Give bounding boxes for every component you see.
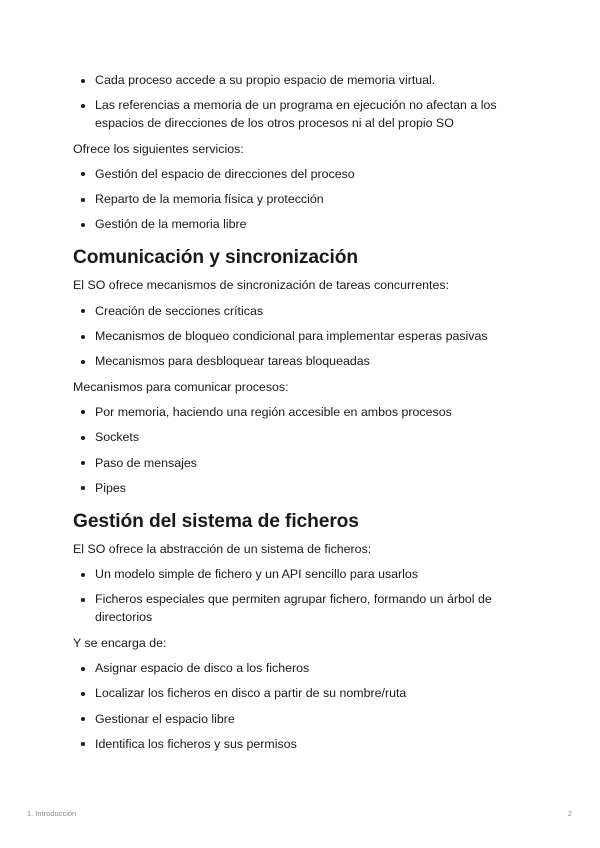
services-list <box>73 165 528 234</box>
list-item: Por memoria, haciendo una región accesible en ambos procesos <box>73 403 528 421</box>
list-item: Gestionar el espacio libre <box>73 710 528 728</box>
footer-chapter: 1. Introducción <box>27 809 77 818</box>
list-item: Gestión de la memoria libre <box>73 215 528 233</box>
list-item: Localizar los ficheros en disco a partir de su nombre/ruta <box>73 684 528 702</box>
list-item: Mecanismos de bloqueo condicional para implementar esperas pasivas <box>73 327 528 345</box>
fs-section-title: Gestión del sistema de ficheros <box>73 510 359 532</box>
comm-list <box>73 403 528 497</box>
list-item: Gestión del espacio de direcciones del proceso <box>73 165 528 183</box>
footer-page-number: 2 <box>567 809 572 818</box>
list-item: Ficheros especiales que permiten agrupar fichero, formando un árbol de directorios <box>73 590 528 626</box>
sync-list <box>73 302 528 371</box>
list-item: Identifica los ficheros y sus permisos <box>73 735 528 753</box>
list-item: Un modelo simple de fichero y un API sencillo para usarlos <box>73 565 528 583</box>
list-item: Las referencias a memoria de un programa en ejecución no afectan a los espacios de direcciones de los otros procesos ni al del propio SO <box>73 96 528 132</box>
fs-intro: El SO ofrece la abstracción de un sistema de ficheros: <box>73 541 372 556</box>
list-item: Mecanismos para desbloquear tareas bloqueadas <box>73 352 528 370</box>
list-item: Sockets <box>73 428 528 446</box>
list-item: Cada proceso accede a su propio espacio de memoria virtual. <box>73 71 528 89</box>
services-intro: Ofrece los siguientes servicios: <box>73 141 244 156</box>
list-item: Paso de mensajes <box>73 454 528 472</box>
sync-section-title: Comunicación y sincronización <box>73 247 358 269</box>
list-item: Pipes <box>73 479 528 497</box>
list-item: Reparto de la memoria física y protección <box>73 190 528 208</box>
fs-tasks-intro: Y se encarga de: <box>73 635 167 650</box>
list-item: Asignar espacio de disco a los ficheros <box>73 659 528 677</box>
fs-list <box>73 565 528 626</box>
sync-intro: El SO ofrece mecanismos de sincronización de tareas concurrentes: <box>73 278 450 293</box>
list-item: Creación de secciones críticas <box>73 302 528 320</box>
fs-tasks-list <box>73 659 528 753</box>
memory-properties-list <box>73 71 528 132</box>
page-content <box>73 71 528 760</box>
comm-intro: Mecanismos para comunicar procesos: <box>73 379 289 394</box>
